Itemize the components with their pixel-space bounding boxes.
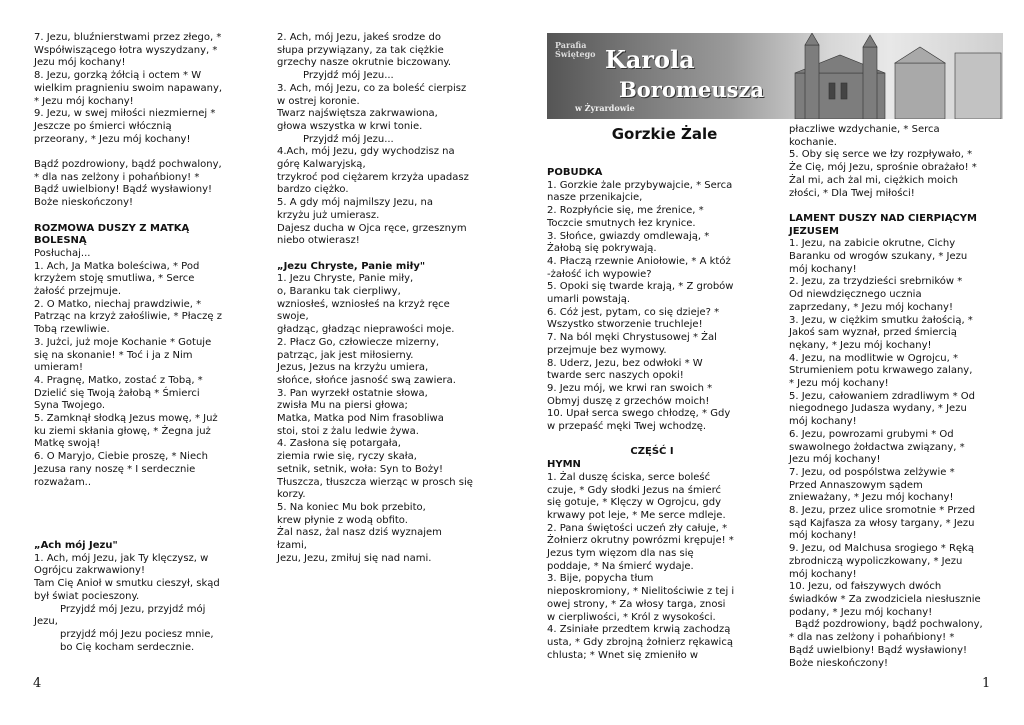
text-line [34,515,234,528]
text-line: o, Baranku tak cierpliwy, [277,286,401,298]
text-line: Przyjdź mój Jezu, przyjdź mój [60,603,206,615]
text-line: łzami, [277,540,307,552]
text-line: żałość przejmuje. [34,286,122,298]
text-line: Dajesz ducha w Ojca ręce, grzesznym [277,222,467,234]
banner-swietego: Świętego [555,49,596,59]
text-line: głowa wszystka w krwi tonie. [277,120,423,132]
text-line: Przyjdź mój Jezu... [303,133,394,145]
text-line: niebo otwierasz! [277,235,360,247]
text-line: Matka, Matka pod Nim frasobliwa [277,413,444,425]
page-number-left: 4 [33,676,42,691]
text-line: wielkim pragnieniu swoim napawany, [34,82,223,94]
page4-left-column [34,32,234,654]
text-line: 7. Jezu, od pospólstwa zelżywie * [789,466,955,478]
text-line: Jezus tym więzom dla nas się [547,548,694,560]
text-line: nękany, * Jezu mój kochany! [789,339,932,351]
section-heading: POBUDKA [547,167,603,178]
text-line: Że Cię, mój Jezu, sprośnie obrażało! * [789,162,977,174]
text-line: przyjdź mój Jezu pociesz mnie, [60,628,214,640]
text-line: 7. Na ból męki Chrystusowej * Żal [547,332,717,344]
text-line: kochanie. [789,136,837,148]
text-line: * Jezu mój kochany! [789,378,889,390]
text-line: 7. Jezu, bluźnierstwami przez złego, * [34,32,222,43]
text-line: 4. Zsiniałe przedtem krwią zachodzą [547,624,731,636]
text-line: umieram! [34,362,83,374]
text-line: Przyjdź mój Jezu... [303,70,394,82]
text-line: Bądź pozdrowiony, bądź pochwalony, [795,619,983,631]
text-line: krew płynie z wodą obfito. [277,514,408,526]
text-line: mój kochany! [789,416,857,428]
text-line: 6. O Maryjo, Ciebie proszę, * Niech [34,451,208,463]
text-line: 2. Płacz Go, człowiecze mizerny, [277,336,440,348]
text-line: krwawy pot leje, * Me serce mdleje. [547,509,726,521]
text-line: ku ziemi skłania głowę, * Żegna już [34,425,211,437]
text-line: 3. Jużci, już moje Kochanie * Gotuje [34,336,212,348]
text-line [277,248,485,261]
text-line: złości, * Dla Twej miłości! [789,187,915,199]
text-line: ziemia rwie się, ryczy skała, [277,451,417,463]
text-line: Patrząc na krzyż załośliwie, * Płaczę z [34,311,223,323]
text-line [34,210,234,223]
text-line: * Jezu mój kochany! [34,95,134,107]
text-line: patrząc, jak jest miłosierny. [277,349,414,361]
text-line: niegodnego Judasza wydany, * Jezu [789,403,967,415]
text-line: przeorany, * Jezu mój kochany! [34,133,191,145]
text-line: 10. Jezu, od fałszywych dwóch [789,581,942,593]
banner-karola: Karola [605,45,695,74]
text-line: podany, * Jezu mój kochany! [789,606,933,618]
text-line: znieważany, * Jezu mój kochany! [789,492,954,504]
text-line: 9. Jezu, od Malchusa srogiego * Ręką [789,543,974,555]
text-line: świadków * Za zwodziciela niesłusznie [789,594,981,605]
text-line: Jezu, Jezu, zmiłuj się nad nami. [277,552,432,564]
text-line: Jezusa rany noszę * I serdecznie [34,463,196,475]
text-line: 3. Słońce, gwiazdy omdlewają, * [547,230,710,242]
text-line: Jezu mój kochany! [789,454,881,466]
text-line: 1. Ach, Ja Matka boleściwa, * Pod [34,260,200,272]
text-line: 9. Jezu mój, we krwi ran swoich * [547,382,713,394]
text-line: słupa przywiązany, za tak ciężkie [277,44,444,56]
text-line: * dla nas zelżony i pohańbiony! * [34,171,200,183]
text-line: Jakoś sam wyznał, przed śmiercią [789,327,957,339]
text-line: Toczcie smutnych łez krynice. [547,217,696,229]
text-line: 1. Ach, mój Jezu, jak Ty klęczysz, w [34,552,209,564]
text-line: Dzielić się Twoją żałobą * Śmierci [34,387,200,399]
text-line: gładząc, gładząc nieprawości moje. [277,324,455,336]
text-line: Jezus, Jezus na krzyżu umiera, [277,362,429,374]
text-line: 2. Rozpłyńcie się, me źrenice, * [547,205,704,217]
text-line [789,200,999,213]
text-line [34,527,234,540]
text-line: 8. Jezu, przez ulice sromotnie * Przed [789,505,976,517]
text-line: 5. Jezu, całowaniem zdradliwym * Od [789,390,976,402]
section-heading: BOLESNĄ [34,235,87,247]
text-line: swoje, [277,311,309,323]
text-line: Od niewdzięcznego ucznia [789,289,922,301]
text-line: 1. Żal duszę ściska, serce boleść [547,471,711,483]
section-heading: HYMN [547,459,581,471]
text-line: 6. Jezu, powrozami grubymi * Od [789,428,954,440]
text-line: 8. Jezu, gorzką żółcią i octem * W [34,70,202,82]
text-line [34,146,234,159]
text-line: 2. Jezu, za trzydzieści srebrników * [789,276,963,288]
section-heading: JEZUSEM [789,225,839,237]
text-line: korzy. [277,489,306,501]
text-line: -żałość ich wypowie? [547,268,652,280]
text-line [34,489,234,502]
text-line: 5. Opoki się twarde krają, * Z grobów [547,281,734,293]
text-line: zbrodniczą wypoliczkowany, * Jezu [789,555,963,567]
text-line: umarli powstają. [547,294,631,306]
text-line: 4. Pragnę, Matko, zostać z Tobą, * [34,374,203,386]
text-line: wzniosłeś, wzniosłeś na krzyż ręce [277,298,450,310]
text-line: Żołnierz okrutny powrózmi krępuje! * [547,535,734,547]
text-line: Tłuszcza, tłuszcza wierząc w prosch się [277,476,473,488]
text-line: 3. Jezu, w ciężkim smutku żałością, * [789,314,973,326]
text-line: 1. Jezu Chryste, Panie miły, [277,273,414,285]
text-line: płaczliwe wzdychanie, * Serca [789,124,940,135]
text-line: Boże nieskończony! [34,197,134,209]
text-line: przejmuje bez wymowy. [547,344,667,356]
text-line: Syna Twojego. [34,400,106,412]
text-line: się gotuje, * Klęczy w Ogrojcu, gdy [547,497,722,509]
text-line: 8. Uderz, Jezu, bez odwłoki * W [547,357,703,369]
text-line: grzechy nasze okrutnie biczowany. [277,57,452,69]
text-line: 5. Na koniec Mu bok przebito, [277,502,426,513]
banner-zyrardow: w Żyrardowie [575,103,635,113]
text-line: Żal nasz, żal nasz dziś wyznajem [277,527,442,539]
text-line: stoi, stoi z żalu ledwie żywa. [277,425,419,437]
text-line: Twarz najświętsza zakrwawiona, [277,108,438,120]
section-heading: „Jezu Chryste, Panie miły" [277,260,426,272]
text-line: Jezu mój kochany! [34,57,126,69]
text-line: 3. Pan wyrzekł ostatnie słowa, [277,387,428,399]
text-line: Bądź pozdrowiony, bądź pochwalony, [34,159,222,171]
text-line: Wszystko stworzenie truchleje! [547,319,703,331]
text-line: Baranku od wrogów szukany, * Jezu [789,251,968,263]
page4-right-column [277,32,485,566]
text-line: owej strony, * Za włosy targa, znosi [547,598,726,610]
text-line: w przepaść męki Twej wchodzę. [547,421,707,433]
text-line: 5. Zamknął słodką Jezus mowę, * Już [34,413,218,425]
text-line: nasze przenikajcie, [547,192,643,204]
text-line: czuje, * Gdy słodki Jezus na śmierć [547,484,722,496]
text-line: Przed Annaszowym sądem [789,479,923,491]
text-line: bo Cię kocham serdecznie. [60,641,195,653]
text-line: Współwiszącego łotra wyszydzany, * [34,44,218,56]
text-line: 2. Pana świętości uczeń zły całuje, * [547,522,728,534]
page1-right-column [789,124,999,670]
text-line: w ostrej koronie. [277,95,360,107]
text-line: sąd Kajfasza za włosy targany, * Jezu [789,517,975,529]
text-line: Bądź uwielbiony! Bądź wysławiony! [789,644,968,656]
text-line: Ogrójcu zakrwawiony! [34,565,145,577]
page-title: Gorzkie Żale [611,125,718,143]
text-line: bardzo ciężko. [277,184,349,196]
text-line: setnik, setnik, woła: Syn to Boży! [277,463,444,475]
text-line: mój kochany! [789,263,857,275]
banner-parafia: Parafia [555,40,587,50]
text-line: Żal mi, ach żal mi, ciężkich moich [789,174,958,186]
text-line: Żałobą się pokrywają. [547,243,657,255]
text-line: rozważam.. [34,476,92,488]
text-line: Tam Cię Anioł w smutku cieszył, skąd [34,578,220,590]
text-line: 1. Gorzkie żale przybywajcie, * Serca [547,179,733,191]
text-line: 5. A gdy mój najmilszy Jezu, na [277,197,433,209]
text-line: zwisła Mu na piersi głowa; [277,400,408,412]
text-line: Jeszcze po śmierci włócznią [34,120,172,132]
text-line: 9. Jezu, w swej miłości niezmiernej * [34,108,216,120]
text-line: Jezu, [34,616,58,628]
text-line: Bądź uwielbiony! Bądź wysławiony! [34,184,213,196]
text-line: mój kochany! [789,530,857,542]
text-line: 3. Bije, popycha tłum [547,573,654,585]
text-line: był świat pocieszony. [34,590,140,602]
banner-boromeusza: Boromeusza [619,77,765,102]
text-line: się na skonanie! * Toć i ja z Nim [34,349,193,361]
page1-left-column [547,167,757,662]
text-line: krzyżem stoję smutliwa, * Serce [34,273,195,285]
text-line: usta, * Gdy zbrojną żołnierz rękawicą [547,637,733,648]
parish-banner [547,33,1003,119]
text-line: Boże nieskończony! [789,657,889,669]
text-line: 3. Ach, mój Jezu, co za boleść cierpisz [277,82,467,94]
text-line: słońce, słońce jasność swą zawiera. [277,374,456,386]
banner-parafia-text [555,41,596,59]
text-line: 4. Zasłona się potargała, [277,438,401,450]
text-line [547,434,757,447]
text-line: mój kochany! [789,568,857,580]
text-line: 4. Jezu, na modlitwie w Ogrojcu, * [789,352,958,364]
text-line: 10. Upał serca swego chłodzę, * Gdy [547,408,731,420]
text-line: 1. Jezu, na zabicie okrutne, Cichy [789,238,956,250]
text-line: chlusta; * Wnet się zmieniło w [547,649,699,661]
text-line: Matkę swoją! [34,438,101,450]
text-line: Obmyj duszę z grzechów moich! [547,395,710,407]
section-heading: „Ach mój Jezu" [34,540,118,552]
section-heading: ROZMOWA DUSZY Z MATKĄ [34,222,190,234]
section-heading: CZĘŚĆ I [630,446,674,458]
text-line: twarde serc naszych opoki! [547,370,684,382]
text-line: trzykroć pod ciężarem krzyża upadasz [277,171,469,183]
text-line: krzyżu już umierasz. [277,209,380,221]
text-line: górę Kalwaryjską, [277,159,366,171]
section-heading: LAMENT DUSZY NAD CIERPIĄCYM [789,212,977,224]
text-line: 5. Oby się serce we łzy rozpływało, * [789,149,973,161]
church-illustration [775,33,1003,119]
text-line: 2. Ach, mój Jezu, jakeś srodze do [277,32,441,43]
text-line: Posłuchaj... [34,247,91,259]
text-line: 6. Cóż jest, pytam, co się dzieje? * [547,306,720,318]
text-line: poddaje, * Na śmierć wydaje. [547,560,694,572]
text-line: nieposkromiony, * Nielitościwie z tej i [547,586,735,598]
page-number-right: 1 [982,676,991,691]
text-line: w cierpliwości, * Król z wysokości. [547,611,716,623]
text-line: swawolnego żołdactwa związany, * [789,441,965,453]
text-line: * dla nas zelżony i pohańbiony! * [789,632,955,644]
text-line: 4.Ach, mój Jezu, gdy wychodzisz na [277,146,455,158]
text-line [34,502,234,515]
text-line: zaprzedany, * Jezu mój kochany! [789,301,953,313]
text-line: Strumieniem potu krwawego zalany, [789,365,973,377]
text-line: 4. Płaczą rzewnie Aniołowie, * A któż [547,255,731,267]
text-line: 2. O Matko, niechaj prawdziwie, * [34,298,202,310]
text-line: Tobą rzewliwie. [34,324,110,336]
